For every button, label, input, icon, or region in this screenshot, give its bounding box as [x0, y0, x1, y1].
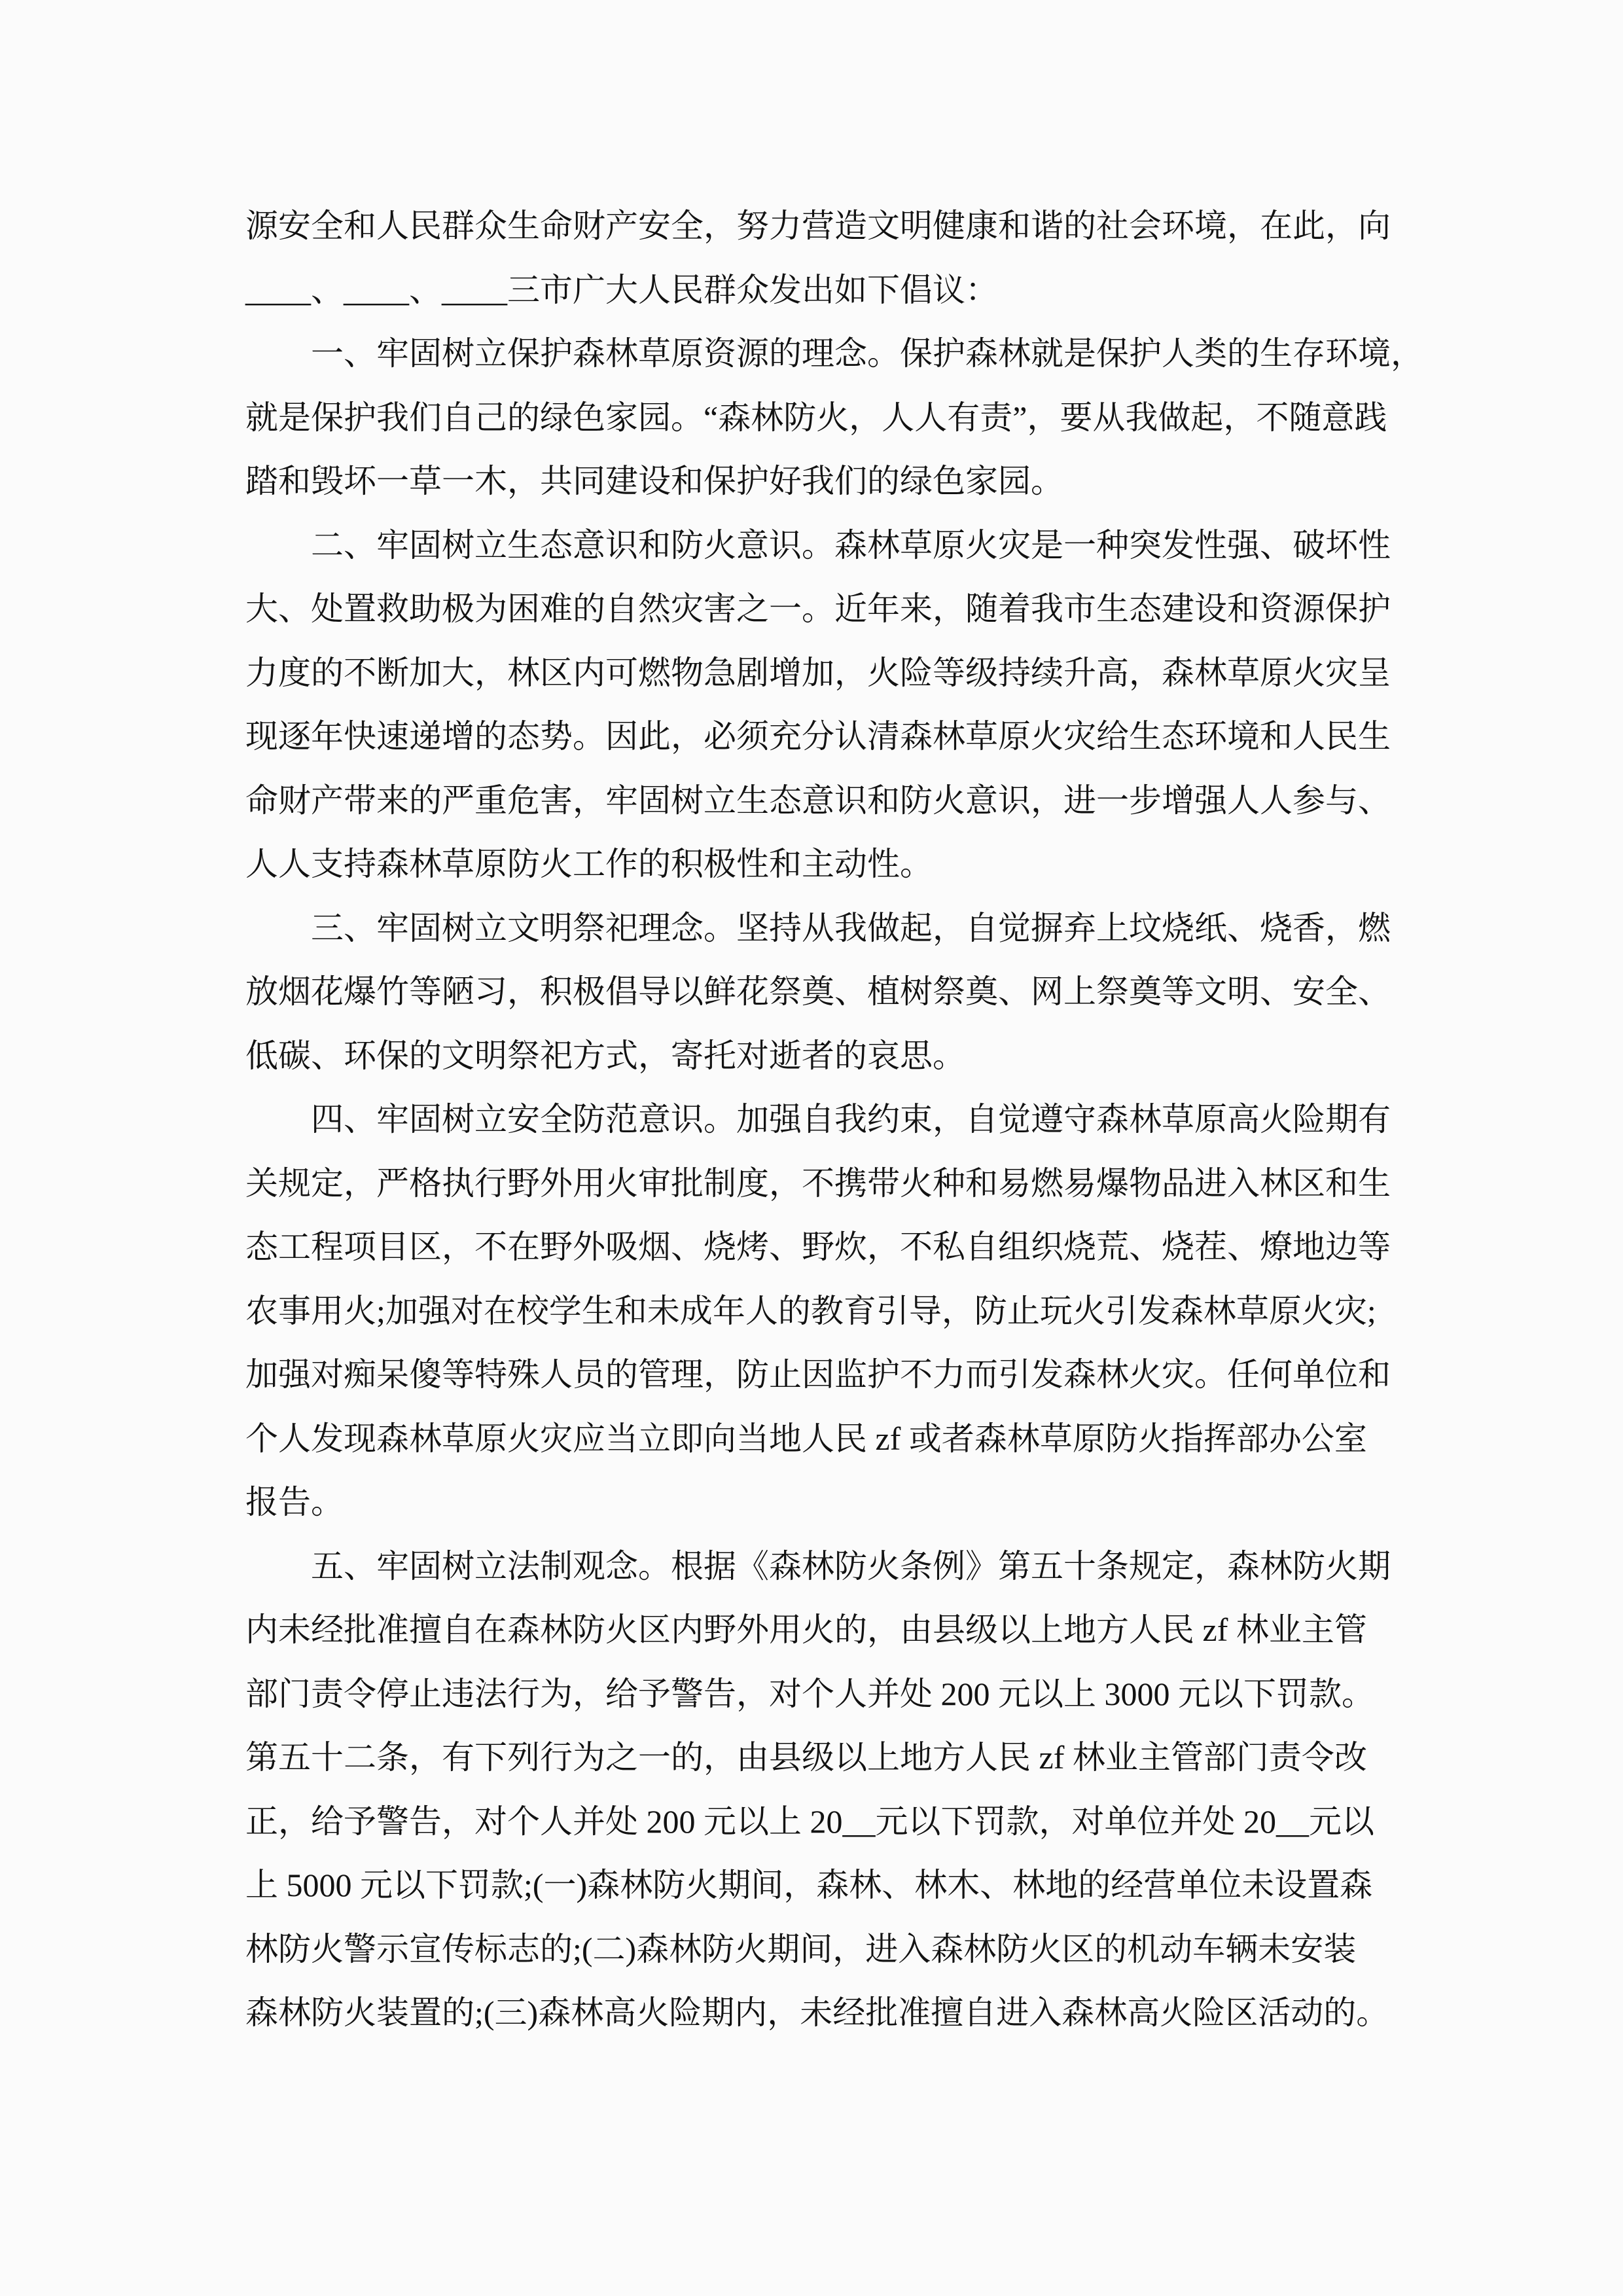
text-line: 第五十二条，有下列行为之一的，由县级以上地方人民 zf 林业主管部门责令改	[245, 1739, 1367, 1776]
text-line: 态工程项目区，不在野外吸烟、烧烤、野炊，不私自组织烧荒、烧茬、燎地边等	[245, 1229, 1391, 1265]
text-line: 低碳、环保的文明祭祀方式，寄托对逝者的哀思。	[245, 1037, 965, 1074]
text-line: 部门责令停止违法行为，给予警告，对个人并处 200 元以上 3000 元以下罚款。	[245, 1675, 1374, 1712]
document-body-text	[245, 194, 1423, 2045]
text-line: 内未经批准擅自在森林防火区内野外用火的，由县级以上地方人民 zf 林业主管	[245, 1611, 1367, 1648]
text-line: 报告。	[245, 1484, 344, 1520]
text-line: 林防火警示宣传标志的;(二)森林防火期间，进入森林防火区的机动车辆未安装	[245, 1930, 1357, 1967]
text-line: 放烟花爆竹等陋习，积极倡导以鲜花祭奠、植树祭奠、网上祭奠等文明、安全、	[245, 973, 1391, 1010]
text-line: 命财产带来的严重危害，牢固树立生态意识和防火意识，进一步增强人人参与、	[245, 781, 1391, 819]
text-line: 关规定，严格执行野外用火审批制度，不携带火种和易燃易爆物品进入林区和生	[245, 1164, 1391, 1202]
text-line: 个人发现森林草原火灾应当立即向当地人民 zf 或者森林草原防火指挥部办公室	[245, 1420, 1367, 1457]
text-line: 上 5000 元以下罚款;(一)森林防火期间，森林、林木、林地的经营单位未设置森	[245, 1867, 1373, 1903]
text-line: 二、牢固树立生态意识和防火意识。森林草原火灾是一种突发性强、破坏性	[245, 526, 1391, 564]
text-line: 森林防火装置的;(三)森林高火险期内，未经批准擅自进入森林高火险区活动的。	[245, 1994, 1389, 2031]
text-line: 四、牢固树立安全防范意识。加强自我约束，自觉遵守森林草原高火险期有	[245, 1101, 1391, 1138]
text-line: 力度的不断加大，林区内可燃物急剧增加，火险等级持续升高，森林草原火灾呈	[245, 654, 1391, 691]
text-line: 正，给予警告，对个人并处 200 元以上 20__元以下罚款，对单位并处 20__元以	[245, 1803, 1374, 1840]
text-line: 五、牢固树立法制观念。根据《森林防火条例》第五十条规定，森林防火期	[245, 1547, 1391, 1585]
text-line: 现逐年快速递增的态势。因此，必须充分认清森林草原火灾给生态环境和人民生	[245, 718, 1391, 755]
text-line: 人人支持森林草原防火工作的积极性和主动性。	[245, 846, 933, 882]
text-line: 大、处置救助极为困难的自然灾害之一。近年来，随着我市生态建设和资源保护	[245, 590, 1391, 627]
text-line: 踏和毁坏一草一木，共同建设和保护好我们的绿色家园。	[245, 463, 1063, 499]
text-line: 农事用火;加强对在校学生和未成年人的教育引导，防止玩火引发森林草原火灾;	[245, 1292, 1376, 1329]
text-line: 就是保护我们自己的绿色家园。“森林防火，人人有责”，要从我做起，不随意践	[245, 399, 1387, 436]
text-line: 三、牢固树立文明祭祀理念。坚持从我做起，自觉摒弃上坟烧纸、烧香，燃	[245, 909, 1391, 946]
text-line: 加强对痴呆傻等特殊人员的管理，防止因监护不力而引发森林火灾。任何单位和	[245, 1356, 1391, 1393]
text-line: 源安全和人民群众生命财产安全，努力营造文明健康和谐的社会环境，在此，向	[245, 207, 1391, 244]
text-line: ____、____、____三市广大人民群众发出如下倡议：	[245, 271, 998, 308]
text-line: 一、牢固树立保护森林草原资源的理念。保护森林就是保护人类的生存环境，	[245, 335, 1423, 372]
